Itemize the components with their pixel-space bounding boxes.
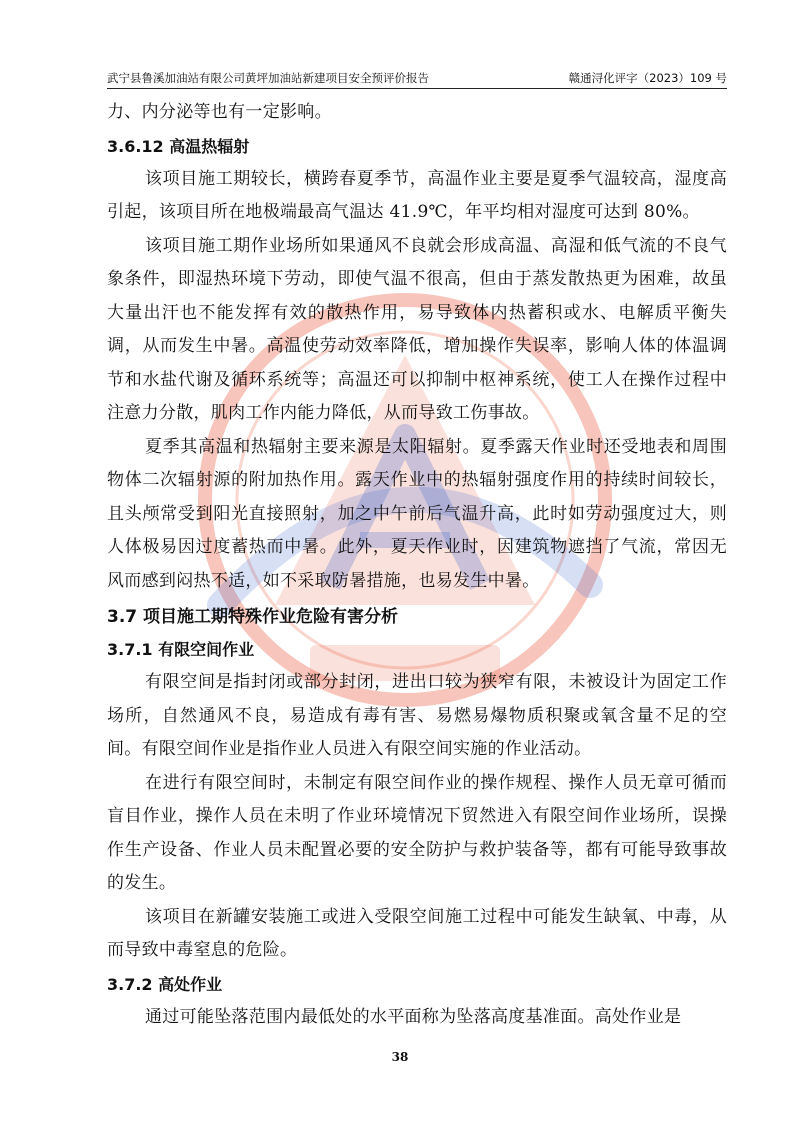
paragraph: 该项目在新罐安装施工或进入受限空间施工过程中可能发生缺氧、中毒，从而导致中毒窒息的危险。	[107, 906, 727, 960]
page-header	[107, 70, 727, 89]
paragraph: 该项目施工期较长，横跨春夏季节，高温作业主要是夏季气温较高，湿度高引起，该项目所在地极端最高气温达 41.9℃，年平均相对湿度可达到 80%。	[107, 168, 727, 222]
paragraph: 在进行有限空间时，未制定有限空间作业的操作规程、操作人员无章可循而盲目作业，操作人员在未明了作业环境情况下贸然进入有限空间作业场所，误操作生产设备、作业人员未配置必要的安全防护与救护装备等，都有可能导致事故的发生。	[107, 772, 727, 893]
page-number: 38	[391, 1050, 409, 1064]
section-heading-3-7-2: 3.7.2 高处作业	[107, 974, 223, 994]
paragraph: 有限空间是指封闭或部分封闭，进出口较为狭窄有限，未被设计为固定工作场所，自然通风不良，易造成有毒有害、易燃易爆物质积聚或氧含量不足的空间。有限空间作业是指作业人员进入有限空间实施的作业活动。	[107, 672, 727, 759]
section-heading-3-6-12: 3.6.12 高温热辐射	[107, 136, 250, 156]
paragraph-continuation: 力、内分泌等也有一定影响。	[107, 102, 332, 122]
page-body	[107, 96, 727, 1034]
section-heading-3-7: 3.7 项目施工期特殊作业危险有害分析	[107, 607, 399, 627]
header-document-number: 赣通浔化评字（2023）109 号	[568, 71, 727, 85]
paragraph: 夏季其高温和热辐射主要来源是太阳辐射。夏季露天作业时还受地表和周围物体二次辐射源的附加热作用。露天作业中的热辐射强度作用的持续时间较长，且头颅常受到阳光直接照射，加之中午前后气温升高，此时如劳动强度过大，则人体极易因过度蓄热而中暑。此外，夏天作业时，因建筑物遮挡了气流，常因无风而感到闷热不适，如不采取防暑措施，也易发生中暑。	[107, 436, 727, 591]
header-report-title: 武宁县鲁溪加油站有限公司黄坪加油站新建项目安全预评价报告	[107, 71, 429, 85]
paragraph: 该项目施工期作业场所如果通风不良就会形成高温、高湿和低气流的不良气象条件，即湿热环境下劳动，即使气温不很高，但由于蒸发散热更为困难，故虽大量出汗也不能发挥有效的散热作用，易导致体内热蓄积或水、电解质平衡失调，从而发生中暑。高温使劳动效率降低，增加操作失误率，影响人体的体温调节和水盐代谢及循环系统等；高温还可以抑制中枢神系统，使工人在操作过程中注意力分散，肌肉工作内能力降低，从而导致工伤事故。	[107, 235, 727, 423]
paragraph: 通过可能坠落范围内最低处的水平面称为坠落高度基准面。高处作业是	[145, 1006, 682, 1027]
section-heading-3-7-1: 3.7.1 有限空间作业	[107, 640, 255, 659]
